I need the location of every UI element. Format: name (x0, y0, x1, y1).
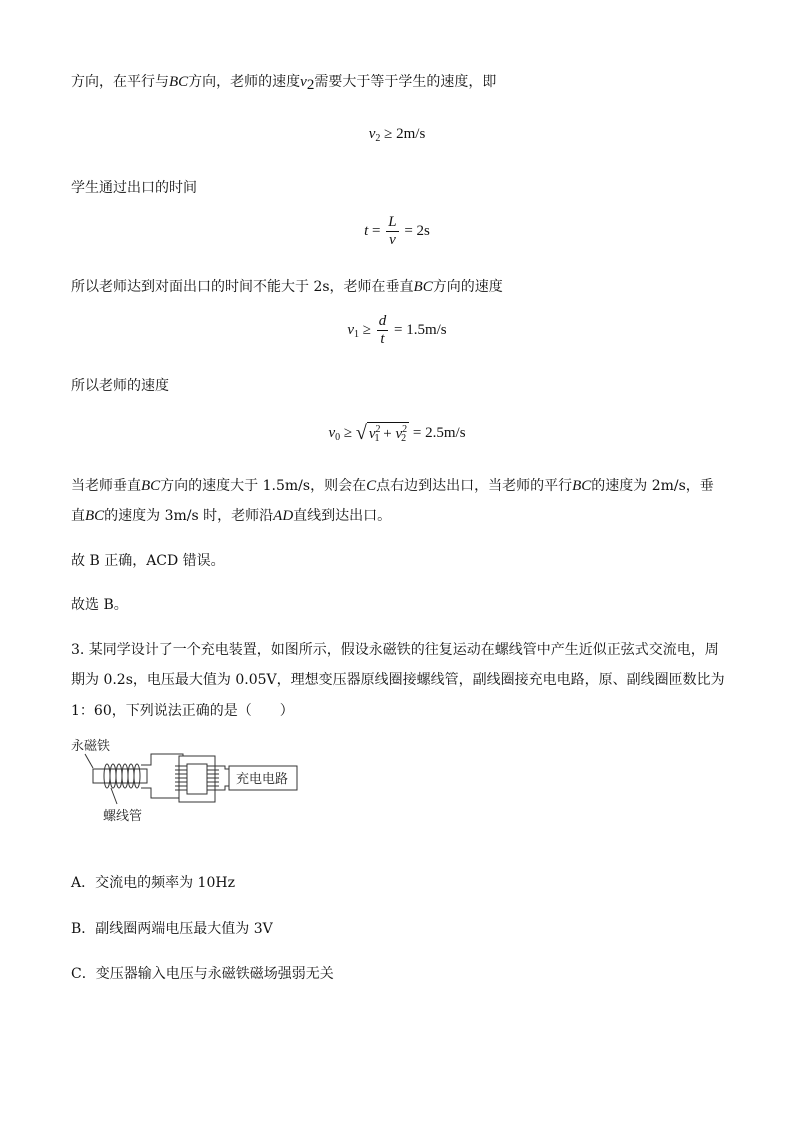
option-a: A．交流电的频率为 10Hz (71, 875, 235, 891)
question-3-line-1: 3. 某同学设计了一个充电装置，如图所示，假设永磁铁的往复运动在螺线管中产生近似正弦式交流电，周 (71, 642, 719, 658)
var-v: v (347, 321, 355, 338)
magnet-label: 永磁铁 (71, 739, 111, 754)
text-segment: 方向的速度 (432, 279, 503, 295)
subscript: 1 (354, 328, 360, 340)
solenoid-label: 螺线管 (103, 809, 143, 824)
var-v: v (328, 424, 336, 441)
label-bc: BC (572, 478, 592, 494)
numerator: d (378, 313, 387, 329)
secondary-winding (207, 766, 219, 790)
equation-3 (0, 313, 794, 348)
var-v: v (300, 74, 307, 90)
equals: = (372, 222, 381, 239)
geq: ≥ (362, 321, 371, 338)
text-line-2: 学生通过出口的时间 (71, 180, 197, 196)
var-v: v (368, 426, 376, 442)
fraction-l-over-v (386, 214, 398, 249)
question-3-line-3: 1：60，下列说法正确的是（ ） (71, 703, 294, 719)
option-b: B．副线圈两端电压最大值为 3V (71, 921, 273, 937)
text-segment: 所以老师达到对面出口的时间不能大于 2s，老师在垂直 (71, 279, 414, 295)
geq: ≥ (343, 424, 353, 441)
denominator: t (380, 331, 385, 347)
text-segment: 直线到达出口。 (293, 508, 392, 524)
var-t: t (364, 222, 369, 239)
equation-result: = 2.5m/s (412, 424, 466, 441)
solenoid-leader (111, 788, 117, 804)
denominator: v (389, 232, 396, 248)
text-segment: 需要大于等于学生的速度，即 (314, 74, 497, 90)
text-segment: 的速度为 2m/s，垂 (591, 478, 714, 494)
subscript: 2 (375, 133, 381, 144)
var-v: v (395, 426, 403, 442)
numerator: L (388, 214, 397, 230)
secondary-wire-top (219, 766, 229, 769)
label-bc: BC (413, 279, 433, 295)
text-line-3 (71, 277, 503, 297)
square-root: √ $v^2_1 + v^2_2$ (355, 422, 408, 444)
equation-1 (0, 126, 794, 144)
equation-4 (0, 422, 794, 445)
label-ad: AD (273, 508, 294, 524)
subscript: 2 (306, 77, 315, 93)
magnet-bar (93, 769, 147, 783)
text-segment: 点右边到达出口，当老师的平行 (376, 478, 573, 494)
magnet-leader (85, 754, 93, 768)
text-line-7: 故 B 正确，ACD 错误。 (71, 553, 225, 569)
var-v: v (368, 126, 376, 142)
transformer-core-inner (187, 764, 207, 794)
subscript: 0 (335, 431, 341, 443)
text-segment: 直 (71, 508, 85, 524)
equation-2 (0, 214, 794, 249)
text-segment: 方向，老师的速度 (188, 74, 301, 90)
charging-circuit-label: 充电电路 (236, 772, 289, 787)
charging-device-diagram (71, 736, 301, 832)
subscript: 2 (401, 433, 407, 444)
label-bc: BC (141, 478, 161, 494)
circuit-figure (71, 736, 301, 828)
label-c: C (366, 478, 377, 494)
equation-result: = 2s (404, 222, 430, 239)
text-line-6 (71, 506, 391, 526)
text-segment: 当老师垂直 (71, 478, 141, 494)
fraction-d-over-t (377, 313, 389, 348)
question-3-line-2: 期为 0.2s，电压最大值为 0.05V，理想变压器原线圈接螺线管，副线圈接充电电路，原、副线圈匝数比为 (71, 672, 725, 688)
text-line-8: 故选 B。 (71, 597, 128, 613)
secondary-wire-bottom (219, 786, 229, 790)
primary-winding (175, 766, 187, 790)
label-bc: BC (169, 74, 189, 90)
text-line-1 (71, 72, 496, 95)
text-segment: 的速度为 3m/s 时，老师沿 (104, 508, 274, 524)
label-bc: BC (85, 508, 105, 524)
text-line-5 (71, 476, 714, 496)
text-line-4: 所以老师的速度 (71, 378, 169, 394)
text-segment: 方向的速度大于 1.5m/s，则会在 (160, 478, 367, 494)
equation-result: = 1.5m/s (394, 321, 447, 338)
subscript: 1 (374, 433, 380, 444)
text-segment: 方向，在平行与 (71, 74, 169, 90)
equation-rhs: ≥ 2m/s (384, 126, 426, 142)
primary-wire-top (141, 754, 183, 765)
option-c: C．变压器输入电压与永磁铁磁场强弱无关 (71, 966, 334, 982)
